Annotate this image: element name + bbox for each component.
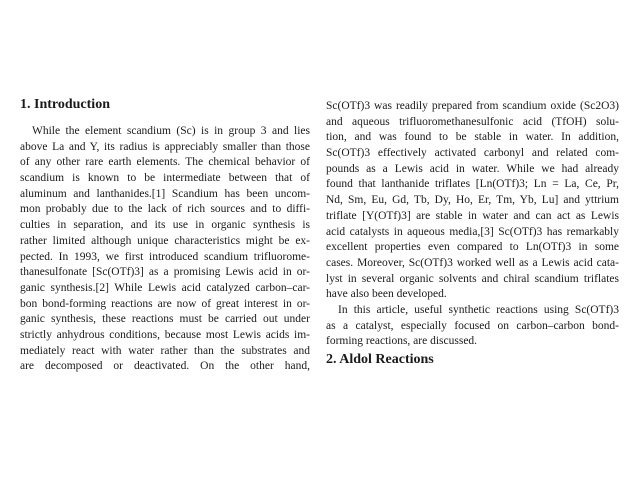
paragraph-line: While the element scandium (Sc) is in group 3 and lies	[32, 125, 310, 137]
paragraph-line: Nd, Sm, Eu, Gd, Tb, Dy, Ho, Er, Tm, Yb, Lu] and yttrium	[326, 194, 619, 207]
next-section-heading: 2. Aldol Reactions	[326, 352, 434, 365]
paragraph-line: ganic synthesis.[2] While Lewis acid catalyzed carbon–car-	[20, 281, 310, 294]
left-column	[20, 124, 310, 375]
paragraph-line: thanesulfonate [Sc(OTf)3] as a promising Lewis acid in or-	[20, 266, 310, 279]
paragraph-line: tion, and was found to be stable in water. In addition,	[326, 131, 619, 144]
paragraph-line: lyst in several organic solvents and chiral scandium triflates	[326, 272, 619, 285]
paragraph-line: are decomposed or deactivated. On the other hand,	[20, 360, 310, 373]
right-column	[326, 99, 619, 350]
paragraph-line: strictly anhydrous conditions, because most Lewis acids im-	[20, 328, 310, 341]
paragraph-line: above La and Y, its radius is appreciably smaller than those	[20, 140, 310, 153]
paragraph-line: of any other rare earth elements. The chemical behavior of	[20, 156, 310, 169]
paragraph-line: culties in separation, and its use in organic synthesis is	[20, 219, 310, 232]
paragraph-line: pected. In 1993, we first introduced scandium trifluorome-	[20, 250, 310, 263]
paragraph-line: Sc(OTf)3 was readily prepared from scandium oxide (Sc2O3)	[326, 100, 619, 112]
paragraph-line: forming reactions, are discussed.	[326, 335, 478, 348]
paragraph-line: cases. Moreover, Sc(OTf)3 worked well as a Lewis acid cata-	[326, 256, 619, 269]
paragraph-line: scandium is known to be intermediate between that of	[20, 172, 310, 185]
paragraph-line: In this article, useful synthetic reactions using Sc(OTf)3	[338, 303, 619, 316]
paragraph-line: have also been developed.	[326, 288, 447, 301]
paragraph-line: mediately react with water rather than the substrates and	[20, 344, 310, 357]
paragraph-line: aluminum and lanthanides.[1] Scandium has been uncom-	[20, 187, 310, 200]
paragraph-line: acid catalysts in aqueous media,[3] Sc(OTf)3 has remarkably	[326, 225, 619, 238]
paragraph-line: and aqueous trifluoromethanesulfonic acid (TfOH) solu-	[326, 115, 619, 128]
paragraph-line: bon bond-forming reactions are now of great interest in or-	[20, 297, 310, 310]
paragraph-line: ganic synthesis, these reactions must be carried out under	[20, 313, 310, 326]
paragraph-line: triflate [Y(OTf)3] are stable in water and can act as Lewis	[326, 209, 619, 222]
paragraph-line: Sc(OTf)3 effectively activated carbonyl and related com-	[326, 147, 619, 160]
paragraph-line: as a catalyst, especially focused on carbon–carbon bond-	[326, 319, 619, 332]
paragraph-line: found that lanthanide triflates [Ln(OTf)3; Ln = La, Ce, Pr,	[326, 178, 619, 191]
paragraph-line: mon probably due to the lack of rich sources and to diffi-	[20, 203, 310, 216]
section-heading: 1. Introduction	[20, 97, 110, 112]
paragraph-line: rather limited although unique characteristics might be ex-	[20, 234, 310, 247]
paragraph-line: pounds as a Lewis acid in water. While we had already	[326, 162, 619, 175]
paragraph-line: excellent properties even compared to Ln(OTf)3 in some	[326, 241, 619, 254]
